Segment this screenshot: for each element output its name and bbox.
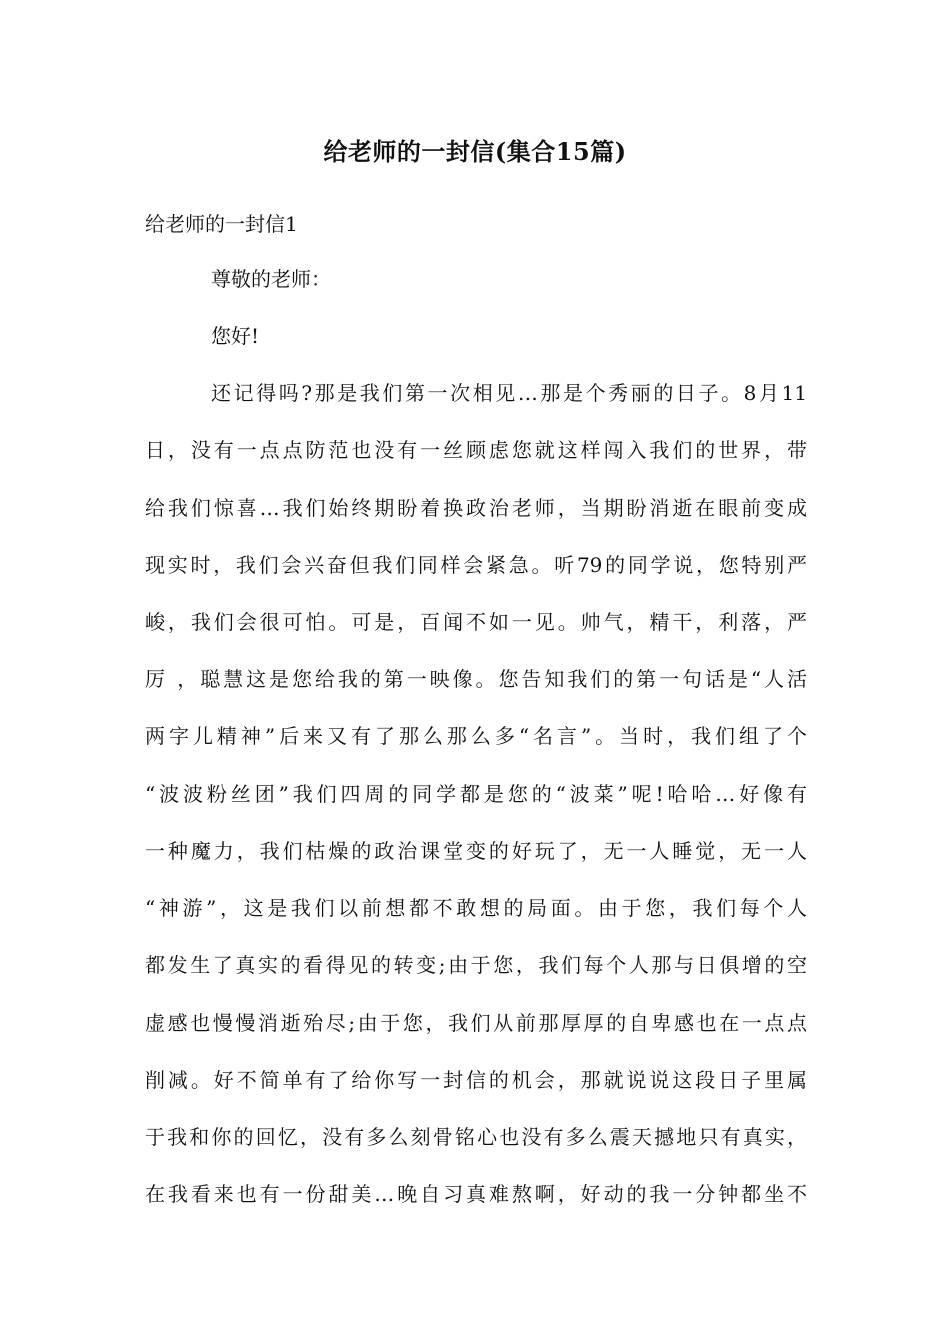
paragraph-line: 给我们惊喜…我们始终期盼着换政治老师，当期盼消逝在眼前变成 xyxy=(145,496,807,520)
paragraph-line: 现实时，我们会兴奋但我们同样会紧急。听79的同学说，您特别严 xyxy=(145,553,807,577)
salutation: 尊敬的老师： xyxy=(211,267,331,291)
paragraph-line: 虚感也慢慢消逝殆尽;由于您，我们从前那厚厚的自卑感也在一点点 xyxy=(145,1011,807,1035)
paragraph-line: “波波粉丝团”我们四周的同学都是您的“波菜”呢!哈哈…好像有 xyxy=(145,782,807,806)
paragraph-line: 厉 ，聪慧这是您给我的第一映像。您告知我们的第一句话是“人活 xyxy=(145,667,807,691)
section-heading: 给老师的一封信1 xyxy=(145,212,298,236)
paragraph-line: 削减。好不简单有了给你写一封信的机会，那就说说这段日子里属 xyxy=(145,1068,807,1092)
paragraph-line: 峻，我们会很可怕。可是，百闻不如一见。帅气，精干，利落，严 xyxy=(145,610,807,634)
document-title: 给老师的一封信(集合15篇) xyxy=(323,137,627,166)
paragraph-line: 还记得吗?那是我们第一次相见…那是个秀丽的日子。8月11 xyxy=(211,381,807,405)
greeting-hello: 您好! xyxy=(211,324,260,348)
paragraph-line: 于我和你的回忆，没有多么刻骨铭心也没有多么震天撼地只有真实， xyxy=(145,1125,807,1149)
paragraph-line: 都发生了真实的看得见的转变;由于您，我们每个人那与日俱增的空 xyxy=(145,953,807,977)
paragraph-line: 两字儿精神”后来又有了那么那么多“名言”。当时，我们组了个 xyxy=(145,724,807,748)
paragraph-line: “神游”，这是我们以前想都不敢想的局面。由于您，我们每个人 xyxy=(145,896,807,920)
paragraph-line: 日，没有一点点防范也没有一丝顾虑您就这样闯入我们的世界，带 xyxy=(145,438,807,462)
paragraph-line: 一种魔力，我们枯燥的政治课堂变的好玩了，无一人睡觉，无一人 xyxy=(145,839,807,863)
paragraph-line: 在我看来也有一份甜美…晚自习真难熬啊，好动的我一分钟都坐不 xyxy=(145,1182,807,1206)
